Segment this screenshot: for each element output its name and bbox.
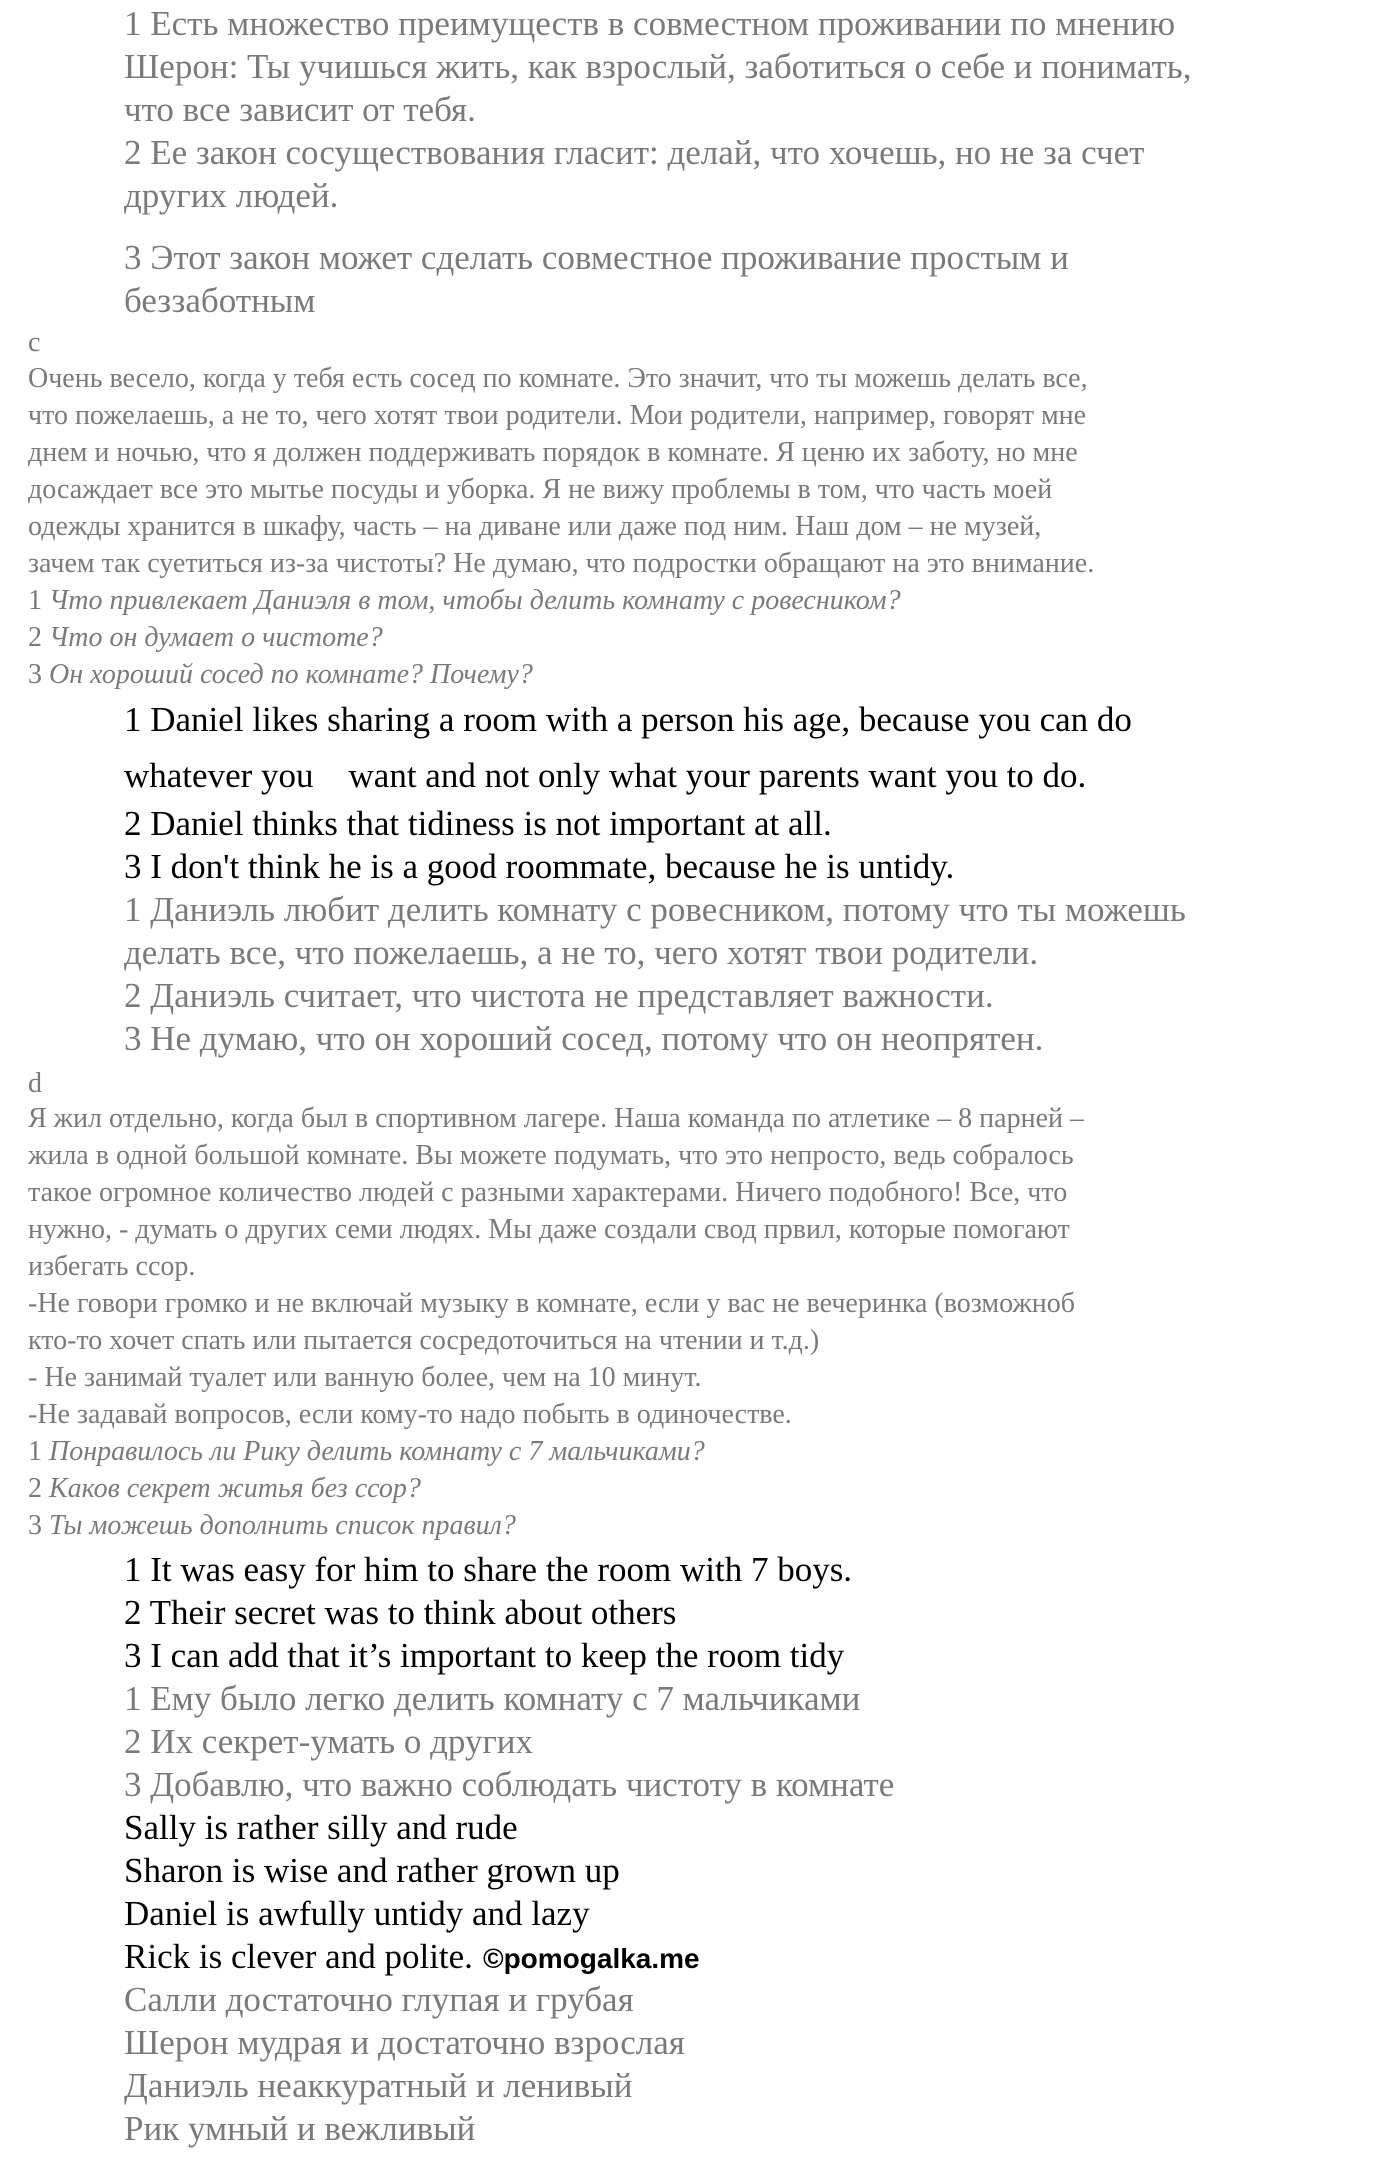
rule-line: -Не задавай вопросов, если кому-то надо побыть в одиночестве. bbox=[28, 1399, 792, 1430]
text-line: 3 Этот закон может сделать совместное проживание простым и bbox=[124, 238, 1069, 277]
answer-line: 2 Их секрет-умать о других bbox=[124, 1722, 534, 1761]
answer-line: whatever you want and not only what your parents want you to do. bbox=[124, 756, 1087, 795]
section-d-letter: d bbox=[28, 1068, 42, 1099]
text-line: такое огромное количество людей с разными характерами. Ничего подобного! Все, что bbox=[28, 1177, 1068, 1208]
question-number: 2 bbox=[28, 622, 42, 653]
question-number: 1 bbox=[28, 585, 42, 616]
section-d-answers-en bbox=[124, 1548, 852, 1677]
section-b-answers bbox=[124, 2, 1191, 217]
text-line: избегать ссор. bbox=[28, 1251, 196, 1282]
character-line: Sharon is wise and rather grown up bbox=[124, 1851, 620, 1890]
text-line: 1 Есть множество преимуществ в совместном проживании по мнению bbox=[124, 4, 1176, 43]
characters-en bbox=[124, 1806, 700, 1980]
question-text: Что привлекает Даниэля в том, чтобы делить комнату с ровесником? bbox=[49, 585, 901, 616]
text-line: досаждает все это мытье посуды и уборка. Я не вижу проблемы в том, что часть моей bbox=[28, 474, 1053, 505]
text-line: Шерон: Ты учишься жить, как взрослый, заботиться о себе и понимать, bbox=[124, 47, 1192, 86]
question-number: 3 bbox=[28, 1510, 42, 1541]
answer-line: 2 Their secret was to think about others bbox=[124, 1593, 677, 1632]
section-c-text bbox=[28, 360, 1094, 693]
character-line: Daniel is awfully untidy and lazy bbox=[124, 1894, 590, 1933]
section-c-answers-ru bbox=[124, 888, 1186, 1060]
answer-line: 1 It was easy for him to share the room with 7 boys. bbox=[124, 1550, 853, 1589]
section-d-answers-ru bbox=[124, 1677, 894, 1806]
answer-line: 3 Добавлю, что важно соблюдать чистоту в комнате bbox=[124, 1765, 895, 1804]
character-line: Rick is clever and polite. bbox=[124, 1937, 473, 1976]
character-line: Sally is rather silly and rude bbox=[124, 1808, 518, 1847]
characters-ru bbox=[124, 1978, 685, 2150]
question bbox=[28, 1433, 1084, 1470]
section-b-answer-3 bbox=[124, 236, 1069, 322]
answer-line: 3 I don't think he is a good roommate, because he is untidy. bbox=[124, 847, 955, 886]
text-line: 2 Ее закон сосуществования гласит: делай, что хочешь, но не за счет bbox=[124, 133, 1145, 172]
question bbox=[28, 656, 1094, 693]
rule-line: - Не занимай туалет или ванную более, чем на 10 минут. bbox=[28, 1362, 702, 1393]
question-number: 2 bbox=[28, 1473, 42, 1504]
answer-line: 3 I can add that it’s important to keep the room tidy bbox=[124, 1636, 845, 1675]
rule-line: кто-то хочет спать или пытается сосредоточиться на чтении и т.д.) bbox=[28, 1325, 820, 1356]
section-c-letter: c bbox=[28, 327, 41, 358]
question-text: Ты можешь дополнить список правил? bbox=[49, 1510, 516, 1541]
answer-line: 3 Не думаю, что он хороший сосед, потому что он неопрятен. bbox=[124, 1019, 1044, 1058]
text-line: беззаботным bbox=[124, 281, 316, 320]
section-c-answers-en-1 bbox=[124, 692, 1132, 804]
question-text: Понравилось ли Рику делить комнату с 7 мальчиками? bbox=[49, 1436, 705, 1467]
answer-line: 2 Даниэль считает, что чистота не представляет важности. bbox=[124, 976, 994, 1015]
answer-line: 1 Daniel likes sharing a room with a person his age, because you can do bbox=[124, 700, 1132, 739]
character-line: Рик умный и вежливый bbox=[124, 2109, 476, 2148]
text-line: одежды хранится в шкафу, часть – на диване или даже под ним. Наш дом – не музей, bbox=[28, 511, 1042, 542]
text-line: Очень весело, когда у тебя есть сосед по комнате. Это значит, что ты можешь делать все, bbox=[28, 363, 1088, 394]
section-c-answers-en-2 bbox=[124, 802, 954, 888]
question bbox=[28, 1470, 1084, 1507]
character-line: Даниэль неаккуратный и ленивый bbox=[124, 2066, 633, 2105]
question-text: Что он думает о чистоте? bbox=[49, 622, 383, 653]
section-d-text bbox=[28, 1100, 1084, 1544]
rule-line: -Не говори громко и не включай музыку в комнате, если у вас не вечеринка (возможноб bbox=[28, 1288, 1076, 1319]
question-number: 1 bbox=[28, 1436, 42, 1467]
character-line-with-watermark bbox=[124, 1935, 700, 1980]
text-line: других людей. bbox=[124, 176, 339, 215]
text-line: жила в одной большой комнате. Вы можете подумать, что это непросто, ведь собралось bbox=[28, 1140, 1074, 1171]
character-line: Шерон мудрая и достаточно взрослая bbox=[124, 2023, 685, 2062]
answer-line: делать все, что пожелаешь, а не то, чего хотят твои родители. bbox=[124, 933, 1039, 972]
text-line: днем и ночью, что я должен поддерживать порядок в комнате. Я ценю их заботу, но мне bbox=[28, 437, 1078, 468]
text-line: Я жил отдельно, когда был в спортивном лагере. Наша команда по атлетике – 8 парней – bbox=[28, 1103, 1084, 1134]
watermark-logo: ©pomogalka.me bbox=[482, 1943, 700, 1974]
text-line: что все зависит от тебя. bbox=[124, 90, 476, 129]
text-line: нужно, - думать о других семи людях. Мы даже создали свод првил, которые помогают bbox=[28, 1214, 1070, 1245]
answer-line: 2 Daniel thinks that tidiness is not important at all. bbox=[124, 804, 832, 843]
question-number: 3 bbox=[28, 659, 42, 690]
question bbox=[28, 619, 1094, 656]
question-text: Он хороший сосед по комнате? Почему? bbox=[49, 659, 533, 690]
text-line: что пожелаешь, а не то, чего хотят твои родители. Мои родители, например, говорят мне bbox=[28, 400, 1087, 431]
character-line: Салли достаточно глупая и грубая bbox=[124, 1980, 634, 2019]
answer-line: 1 Даниэль любит делить комнату с ровесником, потому что ты можешь bbox=[124, 890, 1186, 929]
question bbox=[28, 582, 1094, 619]
question bbox=[28, 1507, 1084, 1544]
text-line: зачем так суетиться из-за чистоты? Не думаю, что подростки обращают на это внимание. bbox=[28, 548, 1095, 579]
answer-line: 1 Ему было легко делить комнату с 7 мальчиками bbox=[124, 1679, 861, 1718]
question-text: Каков секрет житья без ссор? bbox=[49, 1473, 421, 1504]
